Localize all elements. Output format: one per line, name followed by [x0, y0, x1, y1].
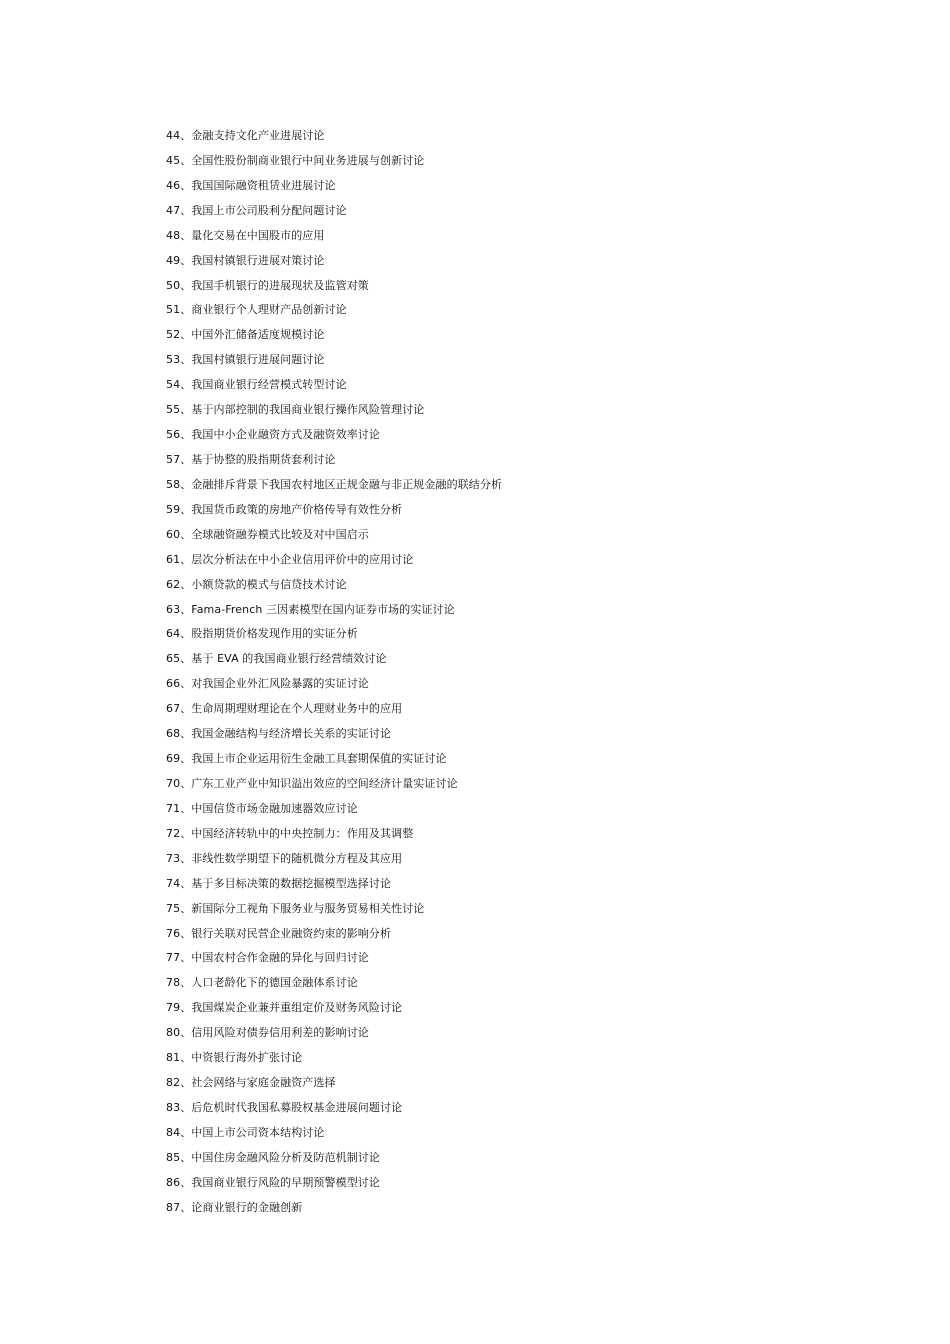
- topic-item: 53、我国村镇银行进展问题讨论: [166, 353, 325, 367]
- topic-item: 50、我国手机银行的进展现状及监管对策: [166, 278, 369, 292]
- topic-item: 45、全国性股份制商业银行中间业务进展与创新讨论: [166, 153, 425, 167]
- topic-item: 78、人口老龄化下的德国金融体系讨论: [166, 976, 358, 990]
- topic-item: 48、量化交易在中国股市的应用: [166, 228, 325, 242]
- topic-item: 59、我国货币政策的房地产价格传导有效性分析: [166, 502, 403, 516]
- topic-item: 75、新国际分工视角下服务业与服务贸易相关性讨论: [166, 901, 425, 915]
- topic-item: 68、我国金融结构与经济增长关系的实证讨论: [166, 727, 392, 741]
- topic-item: 85、中国住房金融风险分析及防范机制讨论: [166, 1150, 380, 1164]
- topic-item: 76、银行关联对民营企业融资约束的影响分析: [166, 926, 392, 940]
- topic-item: 84、中国上市公司资本结构讨论: [166, 1125, 325, 1139]
- topic-item: 73、非线性数学期望下的随机微分方程及其应用: [166, 851, 403, 865]
- topic-item: 71、中国信贷市场金融加速器效应讨论: [166, 801, 358, 815]
- topic-item: 56、我国中小企业融资方式及融资效率讨论: [166, 428, 380, 442]
- topic-item: 87、论商业银行的金融创新: [166, 1200, 303, 1214]
- topic-item: 67、生命周期理财理论在个人理财业务中的应用: [166, 702, 403, 716]
- topic-item: 49、我国村镇银行进展对策讨论: [166, 253, 325, 267]
- topic-item: 46、我国国际融资租赁业进展讨论: [166, 178, 336, 192]
- topic-item: 66、对我国企业外汇风险暴露的实证讨论: [166, 677, 369, 691]
- topic-item: 77、中国农村合作金融的异化与回归讨论: [166, 951, 369, 965]
- topic-item: 54、我国商业银行经营模式转型讨论: [166, 378, 347, 392]
- topic-item: 44、金融支持文化产业进展讨论: [166, 129, 325, 142]
- topic-item: 51、商业银行个人理财产品创新讨论: [166, 303, 347, 317]
- topic-item: 62、小额贷款的模式与信贷技术讨论: [166, 577, 347, 591]
- topic-item: 86、我国商业银行风险的早期预警模型讨论: [166, 1175, 380, 1189]
- topic-item: 82、社会网络与家庭金融资产选择: [166, 1076, 336, 1090]
- topic-item: 60、全球融资融券模式比较及对中国启示: [166, 527, 369, 541]
- topic-item: 65、基于 EVA 的我国商业银行经营绩效讨论: [166, 652, 387, 666]
- topic-item: 57、基于协整的股指期货套利讨论: [166, 452, 336, 466]
- topic-item: 69、我国上市企业运用衍生金融工具套期保值的实证讨论: [166, 752, 447, 766]
- topic-item: 80、信用风险对债券信用利差的影响讨论: [166, 1026, 369, 1040]
- topic-item: 70、广东工业产业中知识溢出效应的空间经济计量实证讨论: [166, 776, 458, 790]
- topic-list: [166, 126, 502, 1223]
- topic-item: 55、基于内部控制的我国商业银行操作风险管理讨论: [166, 403, 425, 417]
- topic-item: 58、金融排斥背景下我国农村地区正规金融与非正规金融的联结分析: [166, 477, 503, 491]
- topic-item: 74、基于多目标决策的数据挖掘模型选择讨论: [166, 876, 392, 890]
- topic-item: 83、后危机时代我国私募股权基金进展问题讨论: [166, 1100, 403, 1114]
- topic-item: 52、中国外汇储备适度规模讨论: [166, 328, 325, 342]
- topic-item: 47、我国上市公司股利分配问题讨论: [166, 203, 347, 217]
- topic-item: 61、层次分析法在中小企业信用评价中的应用讨论: [166, 552, 414, 566]
- topic-item: 79、我国煤炭企业兼并重组定价及财务风险讨论: [166, 1001, 403, 1015]
- topic-item: 64、股指期货价格发现作用的实证分析: [166, 627, 358, 641]
- topic-item: 72、中国经济转轨中的中央控制力：作用及其调整: [166, 826, 414, 840]
- topic-item: 81、中资银行海外扩张讨论: [166, 1051, 303, 1065]
- topic-item: 63、Fama-French 三因素模型在国内证券市场的实证讨论: [166, 602, 455, 616]
